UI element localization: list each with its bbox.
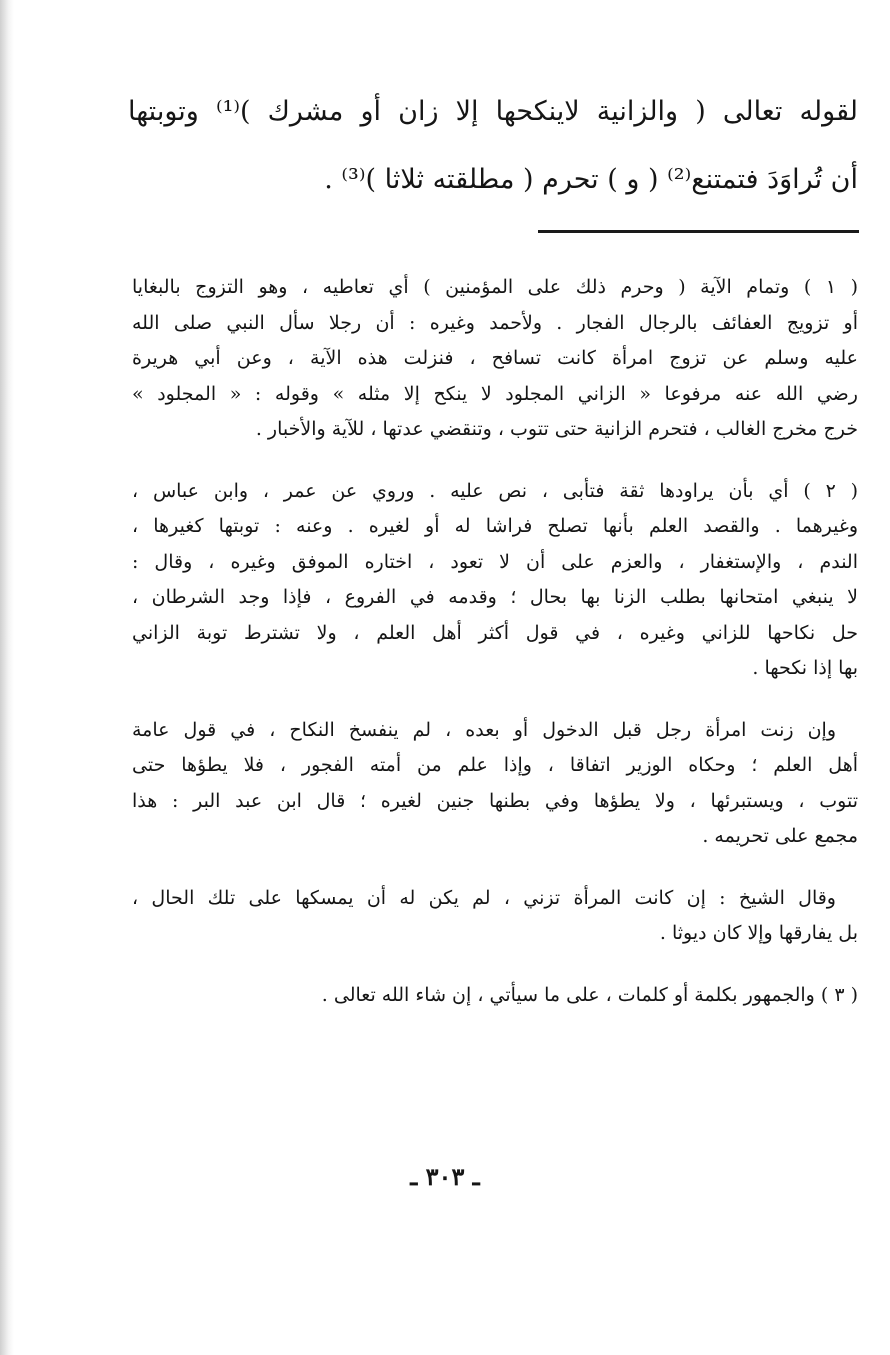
footnote-line: عليه وسلم عن تزوج امرأة كانت تسافح ، فنزلت هذه الآية ، وعن أبي هريرة [132,347,858,369]
scan-edge-shadow [0,0,14,1355]
footnote-line: بل يفارقها وإلا كان ديوثا . [659,922,858,944]
main-text-line: أن تُراوَدَ فتمتنع⁽²⁾ ( و ) تحرم ( مطلقته ثلاثا )⁽³⁾ . [324,164,858,195]
footnote-line: الندم ، والإستغفار ، والعزم على أن لا تعود ، اختاره الموفق وغيره ، وقال : [132,550,858,573]
footnotes-section [132,270,858,1039]
footnote-line: وغيرهما . والقصد العلم بأنها تصلح فراشا له أو لغيره . وعنه : توبتها كغيرها ، [132,515,858,537]
footnote-line: تتوب ، ويستبرئها ، ولا يطؤها وفي بطنها جنين لغيره ؛ قال ابن عبد البر : هذا [132,789,858,812]
footnote-separator [538,230,859,233]
footnote-line: وقال الشيخ : إن كانت المرأة تزني ، لم يكن له أن يمسكها على تلك الحال ، [132,886,836,909]
main-text-line: لقوله تعالى ( والزانية لاينكحها إلا زان أو مشرك )⁽¹⁾ وتوبتها [128,96,858,127]
footnote-line: ( ٣ ) والجمهور بكلمة أو كلمات ، على ما سيأتي ، إن شاء الله تعالى . [321,983,858,1006]
footnote-line: وإن زنت امرأة رجل قبل الدخول أو بعده ، لم ينفسخ النكاح ، في قول عامة [132,718,836,741]
footnote-line: رضي الله عنه مرفوعا « الزاني المجلود لا ينكح إلا مثله » وقوله : « المجلود » [132,382,858,405]
footnote-line: أو تزويج العفائف بالرجال الفجار . ولأحمد وغيره : أن رجلا سأل النبي صلى الله [132,311,858,334]
footnote-1 [132,270,858,448]
footnote-3 [132,978,858,1014]
footnote-line: لا ينبغي امتحانها بطلب الزنا بها بحال ؛ وقدمه في الفروع ، فإذا وجد الشرطان ، [132,586,858,608]
page-number: ـ ٣٠٣ ـ [410,1162,480,1191]
footnote-line: ( ١ ) وتمام الآية ( وحرم ذلك على المؤمنين ) أي تعاطيه ، وهو التزوج بالبغايا [132,276,858,298]
footnote-line: مجمع على تحريمه . [702,825,858,847]
footnote-2 [132,474,858,687]
footnote-line: أهل العلم ؛ وحكاه الوزير اتفاقا ، وإذا علم من أمته الفجور ، فلا يطؤها حتى [132,754,858,776]
footnote-line: ( ٢ ) أي بأن يراودها ثقة فتأبى ، نص عليه . وروي عن عمر ، وابن عباس ، [132,479,859,502]
footnote-paragraph [132,881,858,952]
footnote-line: خرج مخرج الغالب ، فتحرم الزانية حتى تتوب ، وتنقضي عدتها ، للآية والأخبار . [255,418,858,440]
main-text-block [128,78,858,214]
footnote-line: بها إذا نكحها . [752,657,858,679]
footnote-line: حل نكاحها للزاني وغيره ، في قول أكثر أهل العلم ، ولا تشترط توبة الزاني [132,621,858,644]
footnote-paragraph [132,713,858,855]
